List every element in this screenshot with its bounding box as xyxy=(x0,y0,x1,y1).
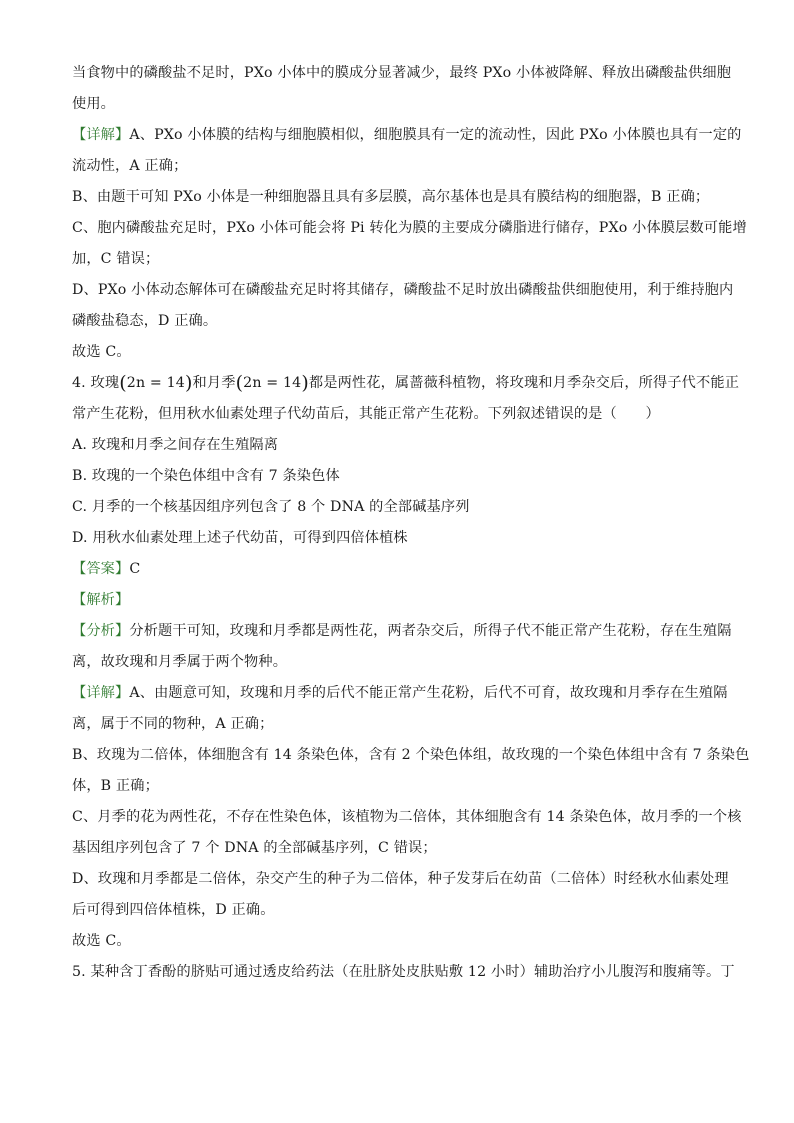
option-a: A. 玫瑰和月季之间存在生殖隔离 xyxy=(72,437,279,453)
analysis-line: 离，属于不同的物种，A 正确； xyxy=(72,716,274,732)
analysis-line: 体，B 正确； xyxy=(72,778,159,794)
formula-paren-right: ) xyxy=(301,372,309,394)
analysis-tag: 【解析】 xyxy=(72,592,130,608)
detail-tag: 【详解】 xyxy=(72,685,130,701)
option-c: C. 月季的一个核基因组序列包含了 8 个 DNA 的全部碱基序列 xyxy=(72,499,470,515)
analysis-line: 【详解】A、由题意可知，玫瑰和月季的后代不能正常产生花粉，后代不可育，故玫瑰和月季存在生殖隔 xyxy=(72,685,728,701)
analysis-line: C、月季的花为两性花，不存在性染色体，该植物为二倍体，其体细胞含有 14 条染色体，故月季的一个核 xyxy=(72,809,742,825)
text-line: 【详解】A、PXo 小体膜的结构与细胞膜相似，细胞膜具有一定的流动性，因此 PXo 小体膜也具有一定的 xyxy=(72,127,742,143)
chromosome-formula: 2n = 14 xyxy=(243,375,302,391)
question-stem-line2: 常产生花粉，但用秋水仙素处理子代幼苗后，其能正常产生花粉。下列叙述错误的是（ ） xyxy=(72,406,660,422)
text-line: 流动性，A 正确； xyxy=(72,158,188,174)
option-b: B. 玫瑰的一个染色体组中含有 7 条染色体 xyxy=(72,468,340,484)
next-question-stem: 5. 某种含丁香酚的脐贴可通过透皮给药法（在肚脐处皮肤贴敷 12 小时）辅助治疗小儿腹泻和腹痛等。丁 xyxy=(72,964,735,980)
formula-paren-right: ) xyxy=(184,372,193,394)
formula-paren-left: ( xyxy=(119,372,127,394)
answer-tag: 【答案】 xyxy=(72,561,130,577)
answer-line xyxy=(72,554,724,585)
answer-value: C xyxy=(129,561,141,577)
text-line: C、胞内磷酸盐充足时，PXo 小体可能会将 Pi 转化为膜的主要成分磷脂进行储存，PXo 小体膜层数可能增 xyxy=(72,220,747,236)
analysis-line: D、玫瑰和月季都是二倍体，杂交产生的种子为二倍体，种子发芽后在幼苗（二倍体）时经秋水仙素处理 xyxy=(72,871,729,887)
chromosome-formula: 2n = 14 xyxy=(126,375,185,391)
question-stem: 4. 玫瑰(2n = 14)和月季(2n = 14)都是两性花，属蔷薇科植物，将玫瑰和月季杂交后，所得子代不能正 xyxy=(72,372,740,394)
question-number: 4. xyxy=(72,375,86,391)
document-page xyxy=(72,58,750,988)
formula-paren-left: ( xyxy=(235,372,244,394)
text-line: B、由题干可知 PXo 小体是一种细胞器且具有多层膜，高尔基体也是具有膜结构的细胞器，B 正确； xyxy=(72,189,710,205)
detail-tag: 【详解】 xyxy=(72,127,130,143)
analysis-line: 【分析】分析题干可知，玫瑰和月季都是两性花，两者杂交后，所得子代不能正常产生花粉，存在生殖隔 xyxy=(72,623,732,639)
analysis-line: 基因组序列包含了 7 个 DNA 的全部碱基序列，C 错误； xyxy=(72,840,437,856)
analysis-line: 离，故玫瑰和月季属于两个物种。 xyxy=(72,654,288,670)
text-line: 故选 C。 xyxy=(72,344,131,360)
analysis-line: B、玫瑰为二倍体，体细胞含有 14 条染色体，含有 2 个染色体组，故玫瑰的一个染色体组中含有 7 条染色 xyxy=(72,747,750,763)
text-line: 磷酸盐稳态，D 正确。 xyxy=(72,313,218,329)
analysis-line: 故选 C。 xyxy=(72,933,131,949)
text-line: 加，C 错误； xyxy=(72,251,160,267)
text-line: 当食物中的磷酸盐不足时，PXo 小体中的膜成分显著减少，最终 PXo 小体被降解、释放出磷酸盐供细胞 xyxy=(72,65,732,81)
analysis-line: 后可得到四倍体植株，D 正确。 xyxy=(72,902,275,918)
analysis-sub-tag: 【分析】 xyxy=(72,623,130,639)
text-line: D、PXo 小体动态解体可在磷酸盐充足时将其储存，磷酸盐不足时放出磷酸盐供细胞使用，利于维持胞内 xyxy=(72,282,734,298)
option-d: D. 用秋水仙素处理上述子代幼苗，可得到四倍体植株 xyxy=(72,530,408,546)
text-line: 使用。 xyxy=(72,96,116,112)
